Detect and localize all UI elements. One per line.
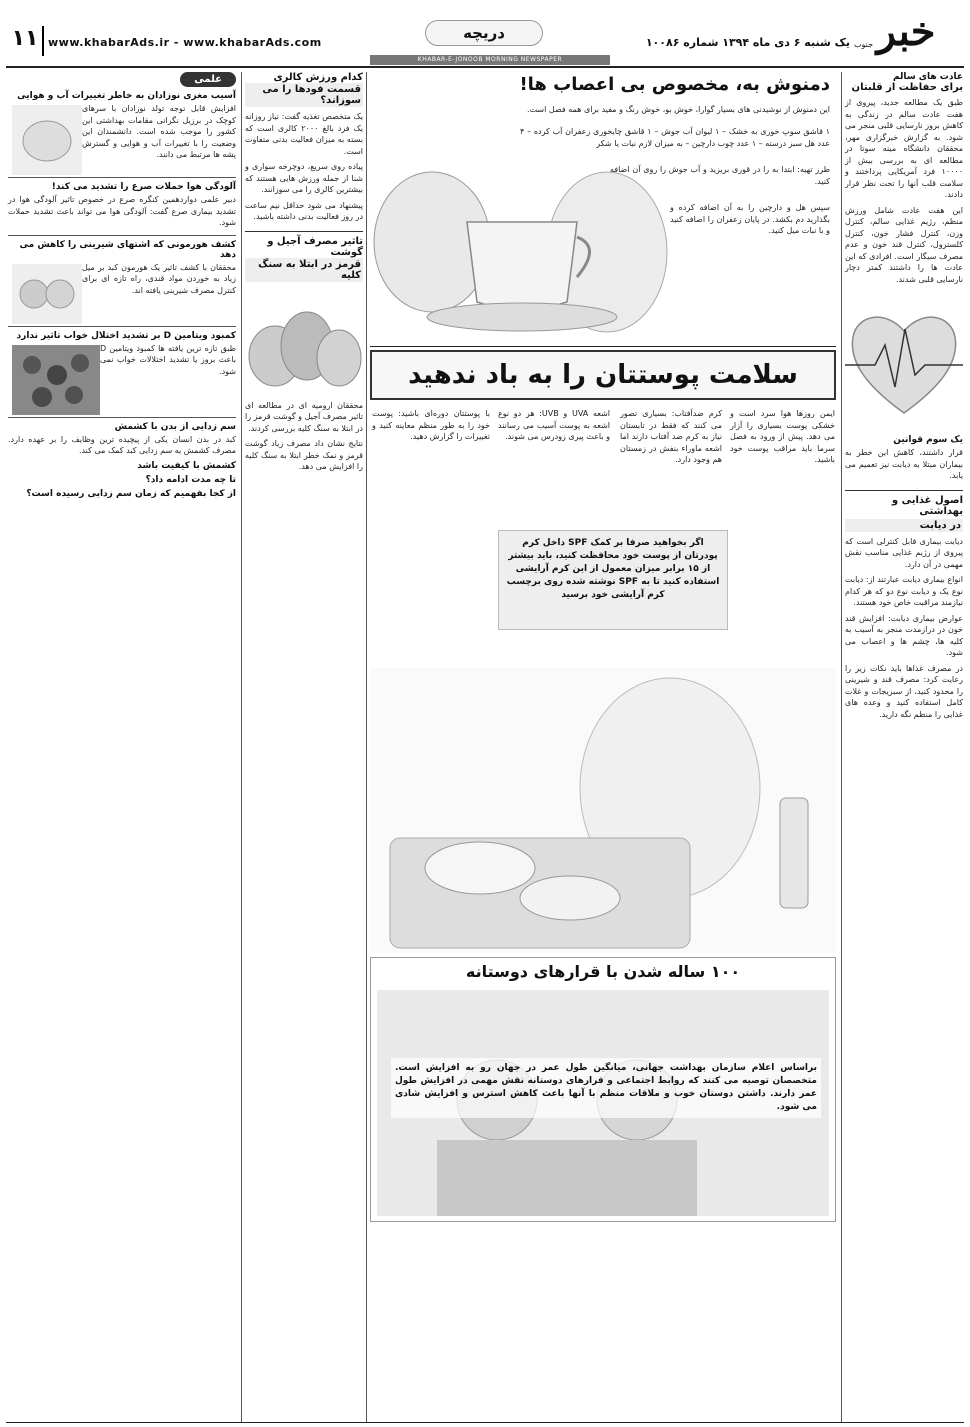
heart-paragraph: قرار داشتند، کاهش این خطر به بیماران مبتلا به دیابت نیز تعمیم می یابد. bbox=[845, 448, 963, 480]
sweets-image bbox=[12, 264, 82, 324]
nuts-image bbox=[245, 286, 363, 396]
quince-p2: سپس هل و دارچین را به آن اضافه کرده و بگذارید دم بکشد. در پایان زعفران را اضافه کنید و با نبات میل کنید. bbox=[670, 203, 830, 235]
friends-paragraph: براساس اعلام سازمان بهداشت جهانی، میانگین طول عمر در جهان رو به افزایش است. متخصصان توصیه می کنند که روابط اجتماعی و قرارهای دوستانه نقش مهمی در افزایش طول عمر دارند. داشتن دوستان خوب و ملاقات منظم با آنها باعث کاهش استرس و افزایش شادی می شود. bbox=[391, 1058, 821, 1118]
kidney-kicker: تاثیر مصرف آجیل و گوشت bbox=[267, 235, 363, 258]
quince-tea-image bbox=[372, 132, 672, 342]
english-name: KHABAR-E-JONOOB MORNING NEWSPAPER bbox=[417, 56, 563, 63]
science-badge: علمی bbox=[180, 72, 236, 87]
science-title3: کشف هورمونی که اشتهای شیرینی را کاهش می دهد bbox=[19, 239, 236, 260]
science-title5: سم زدایی از بدن با کشمش bbox=[114, 421, 236, 432]
science-p4: طبق تازه ترین یافته ها کمبود ویتامین D باعث بروز یا تشدید اختلالات خواب نمی شود. bbox=[100, 343, 236, 376]
diabetes-p1: دیابت بیماری قابل کنترلی است که پیروی از رژیم غذایی مناسب نقش مهمی در آن دارد. bbox=[845, 536, 963, 569]
habits-title: برای حفاظت از قلبتان bbox=[851, 82, 963, 93]
habits-p2: این هفت عادت شامل ورزش منظم، رژیم غذایی سالم، کنترل وزن، کنترل فشار خون، کنترل کلسترول، کنترل قند خون و عدم مصرف سیگار است. افرادی که این عادت ها را داشتند کمتر دچار نارسایی قلبی شدند. bbox=[845, 205, 963, 284]
logo-text: خبر bbox=[876, 8, 936, 55]
skin-title-box bbox=[370, 350, 836, 400]
feature-friends bbox=[370, 957, 836, 1222]
sports-subtitle: قسمت فودها را می سوزاند؟ bbox=[245, 83, 363, 107]
heart-icon bbox=[845, 295, 963, 425]
science-p1: افزایش قابل توجه تولد نوزادان با سرهای کوچک در برزیل نگرانی مقامات بهداشتی این کشور را موجب شده است. دانشمندان این وضعیت را با تغییرات آب و هوایی و گسترش پشه ها مرتبط می دانند. bbox=[82, 104, 236, 159]
kidney-title: قرمز در ابتلا به سنگ کلیه bbox=[245, 258, 363, 282]
kidney-p2: نتایج نشان داد مصرف زیاد گوشت قرمز و نمک خطر ابتلا به سنگ کلیه را افزایش می دهد. bbox=[245, 439, 363, 471]
skin-p3: اشعه UVA و UVB: هر دو نوع اشعه به پوست آسیب می رسانند و باعث پیری زودرس می شوند. bbox=[498, 409, 611, 441]
skin-pullquote: اگر بخواهید صرفا بر کمک SPF داخل کرم پودرتان از پوست خود محافظت کنید، باید بیشتر از ۱۵ برابر میزان معمول از این کرم آرایشی استفاده کنید تا به SPF نوشته شده روی برچسب کرم آرایشی خود برسید bbox=[506, 538, 720, 600]
skin-p4: با پوستتان دوره‌ای باشید: پوست خود را به طور منظم معاینه کنید و تغییرات را گزارش دهید. bbox=[372, 409, 490, 441]
page-number: ۱۱ bbox=[8, 26, 44, 56]
friends-title: ۱۰۰ ساله شدن با قرارهای دوستانه bbox=[465, 962, 741, 981]
science-tip1: کشمش با کیفیت باشد bbox=[137, 460, 236, 471]
science-p5: کبد در بدن انسان یکی از پیچیده ترین وظایف را بر عهده دارد. مصرف کشمش به سم زدایی کبد کمک می کند. bbox=[8, 434, 236, 455]
section-label bbox=[425, 20, 543, 46]
diabetes-p2: انواع بیماری دیابت عبارتند از: دیابت نوع یک و دیابت نوع دو که هر کدام نیازمند مراقبت خاص خود هستند. bbox=[845, 575, 963, 607]
raisin-image bbox=[12, 345, 100, 415]
diabetes-p3: عوارض بیماری دیابت: افزایش قند خون در درازمدت منجر به آسیب به کلیه ها، چشم ها و اعصاب می شود. bbox=[845, 613, 963, 657]
science-p2: دبیر علمی دوازدهمین کنگره صرع در خصوص تاثیر آلودگی هوا در تشدید بیماری صرع گفت: آلودگی هوا می تواند باعث تشدید حملات شود. bbox=[8, 195, 236, 227]
masthead bbox=[0, 0, 970, 68]
col-science bbox=[8, 72, 236, 1422]
heart-graphic bbox=[845, 295, 963, 425]
skin-title: سلامت پوستتان را به باد ندهید bbox=[408, 360, 798, 390]
logo bbox=[850, 6, 962, 62]
quince-p1: طرز تهیه: ابتدا به را در قوری بریزید و آب جوش را روی آن اضافه کنید. bbox=[610, 165, 830, 186]
science-title1: آسیب مغزی نوزادان به خاطر تغییرات آب و هوایی bbox=[17, 91, 236, 101]
sports-title: کدام ورزش کالری bbox=[273, 72, 363, 83]
science-tip3: از کجا بفهمیم که زمان سم زدایی رسیده است؟ bbox=[26, 488, 236, 499]
english-name-bar bbox=[370, 55, 610, 65]
diabetes-p4: در مصرف غذاها باید نکات زیر را رعایت کرد: مصرف قند و شیرینی را محدود کنید، از سبزیجات و غلات کامل استفاده کنید و وعده های غذایی را منظم نگه دارید. bbox=[845, 663, 963, 719]
science-title2: آلودگی هوا حملات صرع را تشدید می کند! bbox=[51, 182, 236, 192]
habits-p1: طبق یک مطالعه جدید، پیروی از هفت عادت سالم در زندگی به کاهش بروز نارسایی قلبی منجر می شود. به گزارش خبرگزاری مهر، محققان دانشگاه مینه سوتا در مطالعه ای به بررسی بیش از ۱۰۰۰۰ فرد آمریکایی پرداختند و سلامت قلب آنها را تحت نظر قرار دادند. bbox=[845, 98, 963, 199]
kidney-p1: محققان ارومیه ای در مطالعه ای تاثیر مصرف آجیل و گوشت قرمز را در ابتلا به سنگ کلیه بررسی کردند. bbox=[245, 400, 363, 433]
quince-title: دمنوش به، مخصوص بی اعصاب ها! bbox=[519, 74, 830, 95]
quince-ingredients: ۱ قاشق سوپ خوری به خشک – ۱ لیوان آب جوش – ۱ قاشق چایخوری زعفران آب کرده – ۴ عدد هل سبز درسته – ۱ عدد چوب دارچین – به میزان لازم نبات یا شکر bbox=[520, 127, 830, 148]
feature-quince bbox=[370, 72, 836, 344]
habits-kicker: عادت های سالم bbox=[893, 72, 963, 82]
col-sports bbox=[245, 72, 363, 1422]
skin-p1: ایمن روزها هوا سرد است و خشکی پوست بسیاری را آزار می دهد. پیش از ورود به فصل سرما باید مراقب پوست خود باشید. bbox=[730, 409, 835, 464]
sports-p2: پیاده روی سریع، دوچرخه سواری و شنا از جمله ورزش هایی هستند که بیشترین کالری را می سوزانند. bbox=[245, 162, 363, 194]
diabetes-subtitle: در دیابت bbox=[845, 519, 963, 532]
skin-p2: کرم ضدآفتاب: بسیاری تصور می کنند که فقط در تابستان نیاز به کرم ضد آفتاب دارند اما اشعه ماوراء بنفش در زمستان هم وجود دارد. bbox=[620, 409, 722, 464]
section-title: دریچه bbox=[463, 24, 505, 42]
skin-face-image bbox=[370, 668, 836, 953]
skin-pullquote-box bbox=[498, 530, 728, 630]
heart-caption: یک سوم قوانین bbox=[893, 435, 963, 445]
website: www.khabarAds.ir - www.khabarAds.com bbox=[48, 36, 322, 49]
col-healthy-habits bbox=[845, 72, 963, 1422]
feature-skin bbox=[370, 350, 836, 665]
diabetes-title: اصول غذایی و بهداشتی bbox=[891, 494, 963, 517]
logo-small: جنوب bbox=[854, 40, 874, 49]
sports-p3: پیشنهاد می شود حداقل نیم ساعت در روز فعالیت بدنی داشته باشید. bbox=[245, 200, 363, 221]
science-p3: محققان با کشف تاثیر یک هورمون کبد بر میل زیاد به خوردن مواد قندی، راه تازه ای برای کنترل مصرف شیرینی یافته اند. bbox=[82, 262, 236, 295]
science-tip2: تا چه مدت ادامه داد؟ bbox=[145, 474, 236, 485]
date-line: یک شنبه ۶ دی ماه ۱۳۹۴ شماره ۱۰۰۸۶ bbox=[645, 36, 850, 49]
sports-p1: یک متخصص تغذیه گفت: نیاز روزانه یک فرد بالغ ۲۰۰۰ کالری است که بسته به میزان فعالیت بدنی متفاوت است. bbox=[245, 112, 363, 156]
quince-intro: این دمنوش از نوشیدنی های بسیار گوارا، خوش بو، خوش رنگ و مفید برای همه فصل است. bbox=[527, 105, 830, 114]
baby-image bbox=[12, 105, 82, 175]
science-title4: کمبود ویتامین D بر تشدید اختلال خواب تاثیر ندارد bbox=[16, 330, 236, 341]
